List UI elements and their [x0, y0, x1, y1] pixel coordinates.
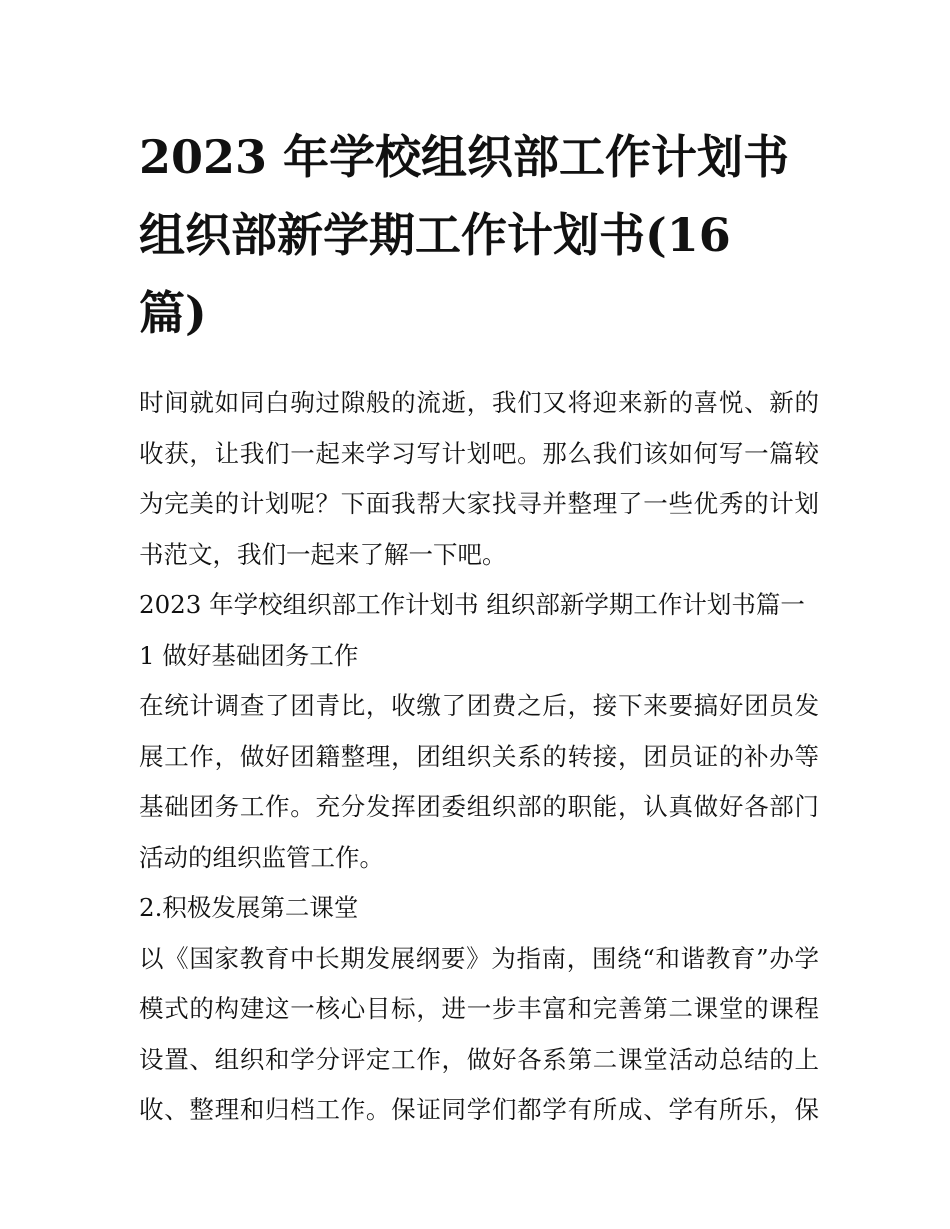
paragraph-line: 设置、组织和学分评定工作，做好各系第二课堂活动总结的上 — [139, 1044, 819, 1074]
item-heading: 1 做好基础团务工作 — [139, 640, 359, 670]
item-paragraph — [139, 934, 819, 1136]
paragraph-line: 模式的构建这一核心目标，进一步丰富和完善第二课堂的课程 — [139, 994, 819, 1023]
item-heading: 2.积极发展第二课堂 — [139, 893, 359, 922]
paragraph-line: 收、整理和归档工作。保证同学们都学有所成、学有所乐，保 — [139, 1095, 819, 1124]
paragraph-line: 收获，让我们一起来学习写计划吧。那么我们该如何写一篇较 — [139, 438, 819, 468]
title-line: 篇) — [139, 286, 207, 340]
section-heading: 2023 年学校组织部工作计划书 组织部新学期工作计划书篇一 — [139, 590, 805, 619]
paragraph-line: 展工作，做好团籍整理，团组织关系的转接，团员证的补办等 — [139, 741, 819, 771]
title-line: 组织部新学期工作计划书(16 — [139, 208, 731, 262]
document-page — [139, 118, 819, 1136]
paragraph-line: 时间就如同白驹过隙般的流逝，我们又将迎来新的喜悦、新的 — [139, 388, 819, 417]
paragraph-line: 活动的组织监管工作。 — [139, 842, 384, 872]
paragraph-line: 以《国家教育中长期发展纲要》为指南，围绕“和谐教育”办学 — [139, 943, 819, 973]
paragraph-line: 为完美的计划呢？下面我帮大家找寻并整理了一些优秀的计划 — [139, 489, 819, 518]
paragraph-line: 基础团务工作。充分发挥团委组织部的职能，认真做好各部门 — [139, 792, 819, 821]
paragraph-line: 书范文，我们一起来了解一下吧。 — [139, 539, 507, 569]
title-line: 2023 年学校组织部工作计划书 — [139, 130, 790, 184]
intro-paragraph — [139, 378, 819, 580]
item-paragraph — [139, 681, 819, 883]
document-body — [139, 378, 819, 1136]
paragraph-line: 在统计调查了团青比，收缴了团费之后，接下来要搞好团员发 — [139, 691, 819, 720]
document-title — [139, 118, 819, 352]
